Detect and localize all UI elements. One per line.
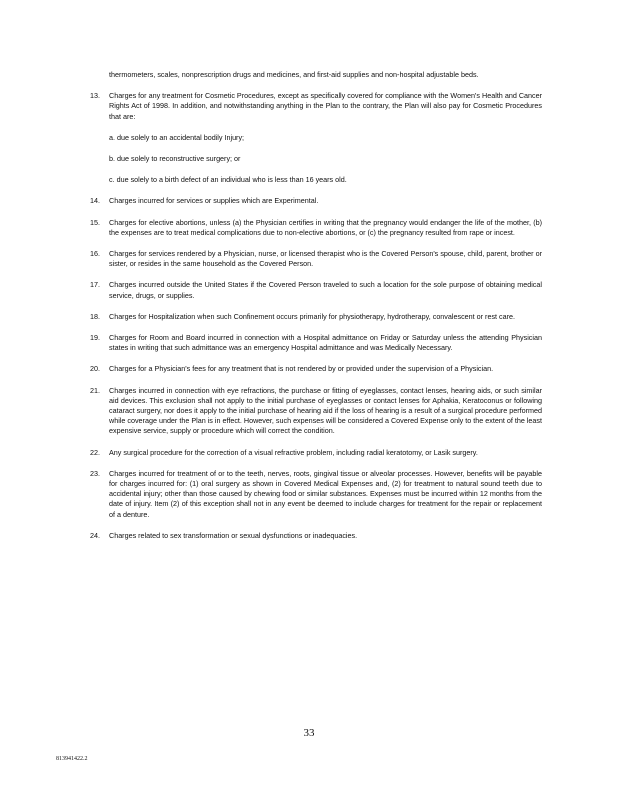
item-text: Charges related to sex transformation or sexual dysfunctions or inadequacies. <box>109 530 358 540</box>
item-text: Any surgical procedure for the correction of a visual refractive problem, including radial keratotomy, or Lasik surgery. <box>109 447 478 457</box>
list-item-23 <box>90 469 542 520</box>
item-text: Charges for Hospitalization when such Confinement occurs primarily for physiotherapy, hydrotherapy, convalescent or rest care. <box>109 311 516 321</box>
item-text: Charges incurred in connection with eye refractions, the purchase or fitting of eyeglasses, contact lenses, hearing aids, or such similar aid devices. This exclusion shall not apply to the initial purchase of eyeglasses or contact lenses for Aphakia, Keratoconus or following cataract surgery, nor does it apply to the initial purchase of hearing aid if the loss of hearing is a result of a surgical procedure performed while coverage under the Plan is in effect. However, such expenses will be considered a Covered Expense only to the extent of the least expensive service, supply or procedure which will correct the condition. <box>109 385 542 436</box>
item-number: 17. <box>90 280 100 290</box>
item-number: 18. <box>90 311 100 321</box>
item-text: Charges for Room and Board incurred in connection with a Hospital admittance on Friday or Saturday unless the attending Physician states in writing that such admittance was an emergency Hospital admittance and was Medically Necessary. <box>109 333 542 353</box>
item-text: Charges for elective abortions, unless (a) the Physician certifies in writing that the pregnancy would endanger the life of the mother, (b) the expenses are to treat medical complications due to non-elective abortions, or (c) the pregnancy resulted from rape or incest. <box>109 217 542 237</box>
list-item-14 <box>90 196 542 206</box>
item-number: 13. <box>90 91 100 101</box>
page-number: 33 <box>303 727 315 739</box>
list-item-15 <box>90 218 542 238</box>
list-item-24 <box>90 531 542 541</box>
item-number: 21. <box>90 385 100 395</box>
subitem-a: a. due solely to an accidental bodily Injury; <box>109 132 245 142</box>
list-item-21 <box>90 386 542 437</box>
item-number: 23. <box>90 468 100 478</box>
list-item-19 <box>90 333 542 353</box>
item-number: 16. <box>90 249 100 259</box>
item-text: Charges incurred for services or supplies which are Experimental. <box>109 196 319 206</box>
item-text: Charges for services rendered by a Physician, nurse, or licensed therapist who is the Covered Person's spouse, child, parent, brother or sister, or resides in the same household as the Covered Person. <box>109 249 542 269</box>
item-text: Charges incurred for treatment of or to the teeth, nerves, roots, gingival tissue or alveolar processes. However, benefits will be payable for charges incurred for: (1) oral surgery as shown in Covered Medical Expenses and, (2) for treatment to natural sound teeth due to accidental injury; other than those caused by chewing food or similar substances. Expenses must be incurred within 12 months from the date of injury. Item (2) of this exception shall not in any event be deemed to include charges for treatment for the repair or replacement of a denture. <box>109 468 542 519</box>
continuation-text: thermometers, scales, nonprescription drugs and medicines, and first-aid supplies and non-hospital adjustable beds. <box>109 70 479 79</box>
item-number: 19. <box>90 333 100 343</box>
item-number: 22. <box>90 447 100 457</box>
list-item-13 <box>90 91 542 185</box>
list-item-17 <box>90 280 542 300</box>
item-text: Charges for any treatment for Cosmetic Procedures, except as specifically covered for compliance with the Women's Health and Cancer Rights Act of 1998. In addition, and notwithstanding anything in the Plan to the contrary, the Plan will also pay for Cosmetic Procedures that are: <box>109 91 542 121</box>
list-item-20 <box>90 364 542 374</box>
item-text: Charges incurred outside the United States if the Covered Person traveled to such a location for the sole purpose of obtaining medical service, drugs, or supplies. <box>109 280 542 300</box>
item-number: 24. <box>90 530 100 540</box>
exclusions-list <box>90 70 542 541</box>
list-item-16 <box>90 249 542 269</box>
subitem-b: b. due solely to reconstructive surgery; or <box>109 154 241 164</box>
document-id: 813941422.2 <box>56 756 88 762</box>
list-item-22 <box>90 448 542 458</box>
subitem-c: c. due solely to a birth defect of an individual who is less than 16 years old. <box>109 175 347 185</box>
item-number: 20. <box>90 364 100 374</box>
item-number: 14. <box>90 196 100 206</box>
item-text: Charges for a Physician's fees for any treatment that is not rendered by or provided under the supervision of a Physician. <box>109 364 494 374</box>
item-number: 15. <box>90 217 100 227</box>
list-item-18 <box>90 312 542 322</box>
